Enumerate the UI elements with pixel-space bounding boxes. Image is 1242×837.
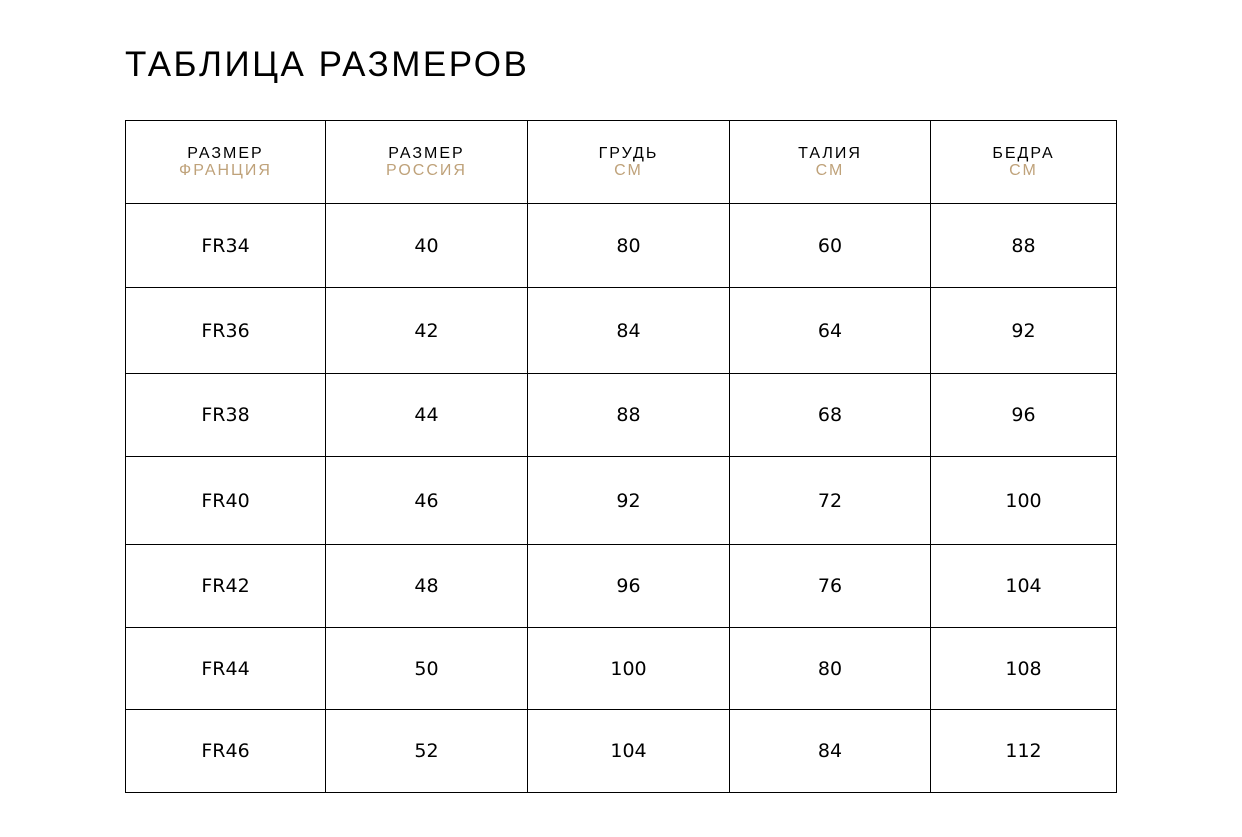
cell-waist: 76 xyxy=(730,545,931,628)
cell-hips: 104 xyxy=(931,545,1117,628)
header-sub: СМ xyxy=(1009,162,1038,179)
size-table xyxy=(125,120,1117,793)
header-chest xyxy=(528,121,730,204)
header-size-russia xyxy=(326,121,528,204)
cell-chest: 84 xyxy=(528,288,730,374)
table-row xyxy=(126,545,1117,628)
header-sub: СМ xyxy=(614,162,643,179)
table-row xyxy=(126,204,1117,288)
cell-waist: 64 xyxy=(730,288,931,374)
page-title: ТАБЛИЦА РАЗМЕРОВ xyxy=(125,45,530,84)
cell-hips: 96 xyxy=(931,374,1117,457)
table-row xyxy=(126,628,1117,710)
cell-size-russia: 52 xyxy=(326,710,528,793)
cell-waist: 72 xyxy=(730,457,931,545)
cell-hips: 100 xyxy=(931,457,1117,545)
cell-size-france: FR34 xyxy=(126,204,326,288)
table-row xyxy=(126,288,1117,374)
cell-size-france: FR38 xyxy=(126,374,326,457)
cell-waist: 84 xyxy=(730,710,931,793)
header-sub: СМ xyxy=(815,162,845,179)
cell-size-russia: 42 xyxy=(326,288,528,374)
header-label: ГРУДЬ xyxy=(598,145,659,162)
cell-waist: 60 xyxy=(730,204,931,288)
cell-chest: 80 xyxy=(528,204,730,288)
cell-chest: 96 xyxy=(528,545,730,628)
cell-waist: 68 xyxy=(730,374,931,457)
table-row xyxy=(126,457,1117,545)
header-hips xyxy=(931,121,1117,204)
cell-size-france: FR46 xyxy=(126,710,326,793)
header-label: БЕДРА xyxy=(992,145,1055,162)
cell-chest: 88 xyxy=(528,374,730,457)
header-size-france xyxy=(126,121,326,204)
table-row xyxy=(126,374,1117,457)
header-row xyxy=(126,121,1117,204)
cell-size-russia: 40 xyxy=(326,204,528,288)
cell-size-russia: 50 xyxy=(326,628,528,710)
cell-size-france: FR42 xyxy=(126,545,326,628)
cell-size-france: FR40 xyxy=(126,457,326,545)
header-label: ТАЛИЯ xyxy=(798,145,862,162)
cell-waist: 80 xyxy=(730,628,931,710)
cell-size-russia: 44 xyxy=(326,374,528,457)
cell-hips: 88 xyxy=(931,204,1117,288)
cell-size-france: FR36 xyxy=(126,288,326,374)
header-waist xyxy=(730,121,931,204)
cell-chest: 92 xyxy=(528,457,730,545)
cell-hips: 108 xyxy=(931,628,1117,710)
header-label: РАЗМЕР xyxy=(388,145,465,162)
cell-chest: 100 xyxy=(528,628,730,710)
table-row xyxy=(126,710,1117,793)
cell-size-france: FR44 xyxy=(126,628,326,710)
cell-chest: 104 xyxy=(528,710,730,793)
cell-hips: 112 xyxy=(931,710,1117,793)
cell-hips: 92 xyxy=(931,288,1117,374)
header-label: РАЗМЕР xyxy=(187,145,264,162)
header-sub: ФРАНЦИЯ xyxy=(179,162,272,179)
header-sub: РОССИЯ xyxy=(386,162,467,179)
cell-size-russia: 48 xyxy=(326,545,528,628)
cell-size-russia: 46 xyxy=(326,457,528,545)
